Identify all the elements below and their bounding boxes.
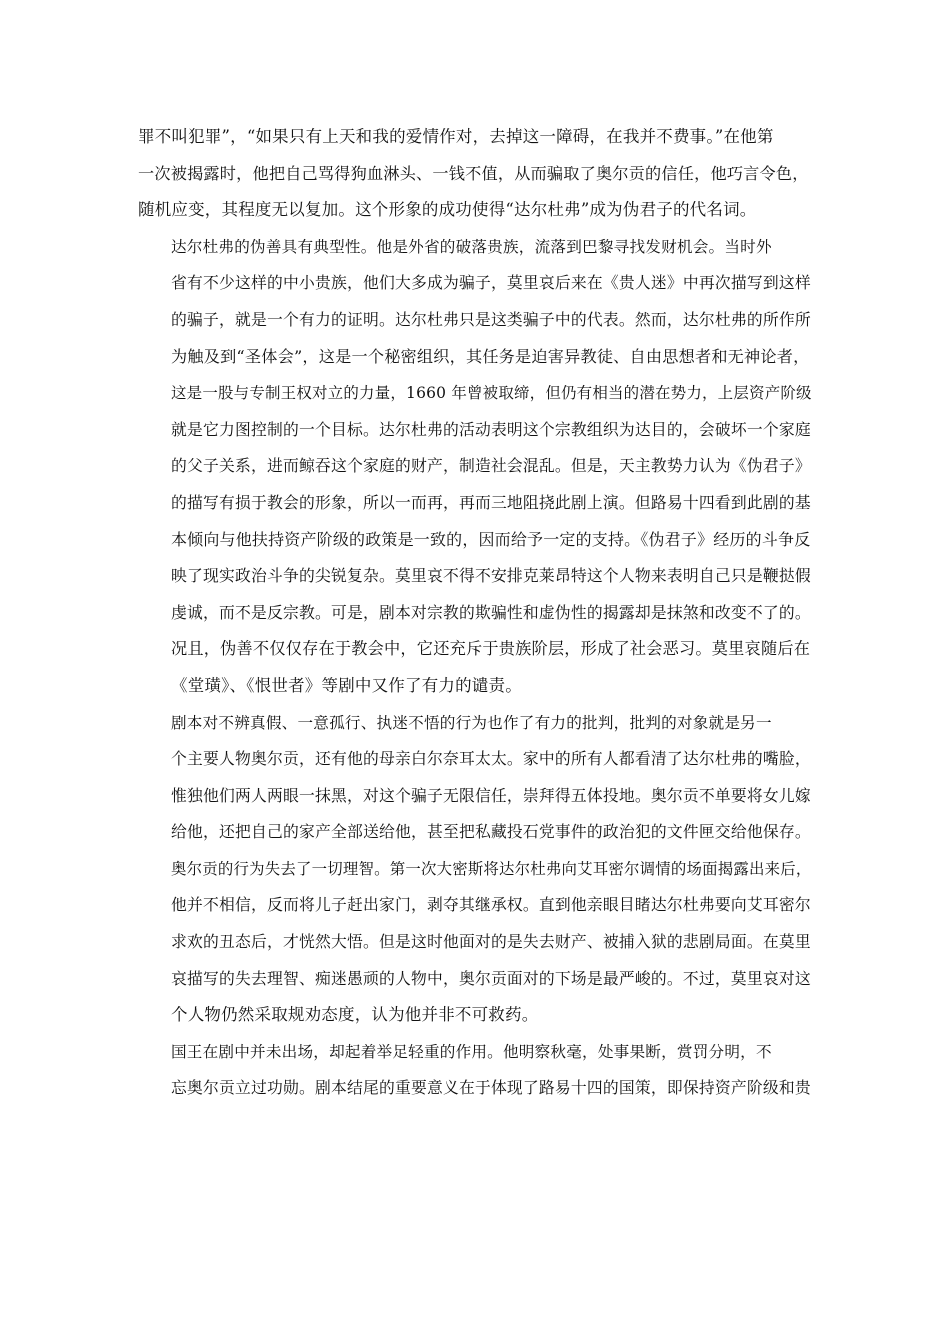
text-line: 忘奥尔贡立过功勋。剧本结尾的重要意义在于体现了路易十四的国策，即保持资产阶级和贵 [171,1078,811,1098]
text-line: 这是一股与专制王权对立的力量，1660 年曾被取缔，但仍有相当的潜在势力，上层资产阶级 [171,384,812,403]
text-line: 《堂璜》、《恨世者》等剧中又作了有力的谴责。 [171,675,522,695]
text-line: 剧本对不辨真假、一意孤行、执迷不悟的行为也作了有力的批判，批判的对象就是另一 [171,713,772,732]
text-line: 本倾向与他扶持资产阶级的政策是一致的，因而给予一定的支持。《伪君子》经历的斗争反 [171,529,811,549]
text-line: 为触及到“圣体会”，这是一个秘密组织，其任务是迫害异教徒、自由思想者和无神论者， [171,346,810,366]
text-line: 虔诚，而不是反宗教。可是，剧本对宗教的欺骗性和虚伪性的揭露却是抹煞和改变不了的。 [171,602,811,622]
text-line: 随机应变，其程度无以复加。这个形象的成功使得“达尔杜弗”成为伪君子的代名词。 [138,200,757,220]
text-line: 的父子关系，进而鲸吞这个家庭的财产，制造社会混乱。但是，天主教势力认为《伪君子》 [171,456,811,476]
paragraph [138,119,813,229]
paragraph [138,1034,813,1107]
text-line: 惟独他们两人两眼一抹黑，对这个骗子无限信任，崇拜得五体投地。奥尔贡不单要将女儿嫁 [171,785,811,805]
text-line: 的描写有损于教会的形象，所以一而再，再而三地阻挠此剧上演。但路易十四看到此剧的基 [171,492,811,512]
text-line: 他并不相信，反而将儿子赶出家门，剥夺其继承权。直到他亲眼目睹达尔杜弗要向艾耳密尔 [171,895,811,915]
text-line: 映了现实政治斗争的尖锐复杂。莫里哀不得不安排克莱昂特这个人物来表明自己只是鞭挞假 [171,566,811,586]
text-line: 就是它力图控制的一个目标。达尔杜弗的活动表明这个宗教组织为达目的，会破坏一个家庭 [171,419,811,439]
text-line: 哀描写的失去理智、痴迷愚顽的人物中，奥尔贡面对的下场是最严峻的。不过，莫里哀对这 [171,968,811,988]
text-line: 的骗子，就是一个有力的证明。达尔杜弗只是这类骗子中的代表。然而，达尔杜弗的所作所 [171,309,811,329]
paragraph [138,229,813,705]
text-line: 奥尔贡的行为失去了一切理智。第一次大密斯将达尔杜弗向艾耳密尔调情的场面揭露出来后， [171,859,812,878]
text-line: 一次被揭露时，他把自己骂得狗血淋头、一钱不值，从而骗取了奥尔贡的信任，他巧言令色， [138,163,809,183]
text-line: 求欢的丑态后，才恍然大悟。但是这时他面对的是失去财产、被捕入狱的悲剧局面。在莫里 [171,932,811,952]
text-line: 国王在剧中并未出场，却起着举足轻重的作用。他明察秋毫，处事果断，赏罚分明，不 [171,1042,772,1061]
text-line: 况且，伪善不仅仅存在于教会中，它还充斥于贵族阶层，形成了社会恶习。莫里哀随后在 [171,639,811,659]
text-line: 罪不叫犯罪”，“如果只有上天和我的爱情作对，去掉这一障碍，在我并不费事。”在他第 [138,127,774,146]
text-line: 个主要人物奥尔贡，还有他的母亲白尔奈耳太太。家中的所有人都看清了达尔杜弗的嘴脸， [171,749,811,769]
text-line: 省有不少这样的中小贵族，他们大多成为骗子，莫里哀后来在《贵人迷》中再次描写到这样 [171,273,811,293]
text-line: 个人物仍然采取规劝态度，认为他并非不可救药。 [171,1005,539,1025]
text-line: 给他，还把自己的家产全部送给他，甚至把私藏投石党事件的政治犯的文件匣交给他保存。 [171,822,811,842]
document-body [138,119,813,1107]
text-line: 达尔杜弗的伪善具有典型性。他是外省的破落贵族，流落到巴黎寻找发财机会。当时外 [171,237,772,256]
paragraph [138,705,813,1034]
